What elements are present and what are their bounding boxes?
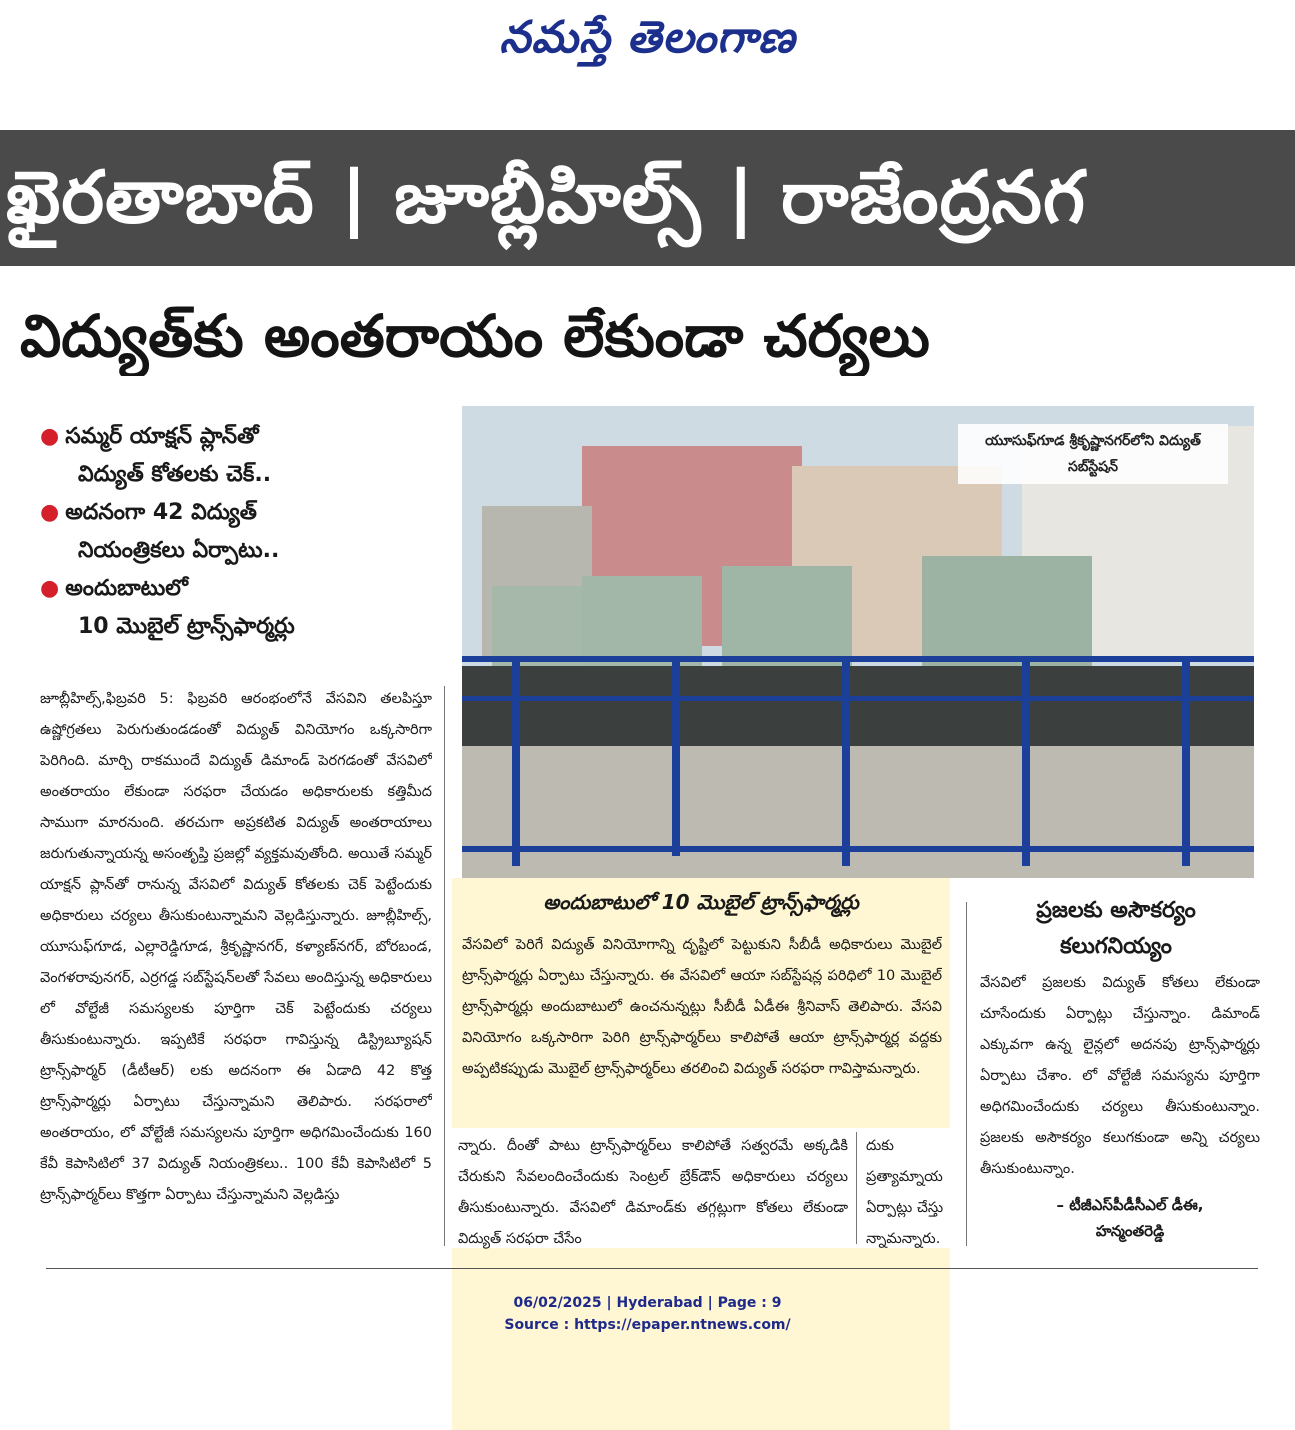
sidebox-body: వేసవిలో పెరిగే విద్యుత్ వినియోగాన్ని దృష్టిలో పెట్టుకుని సీబీడీ అధికారులు మొబైల్ ట్రాన్స్‌ఫార్మర్లు ఏర్పాటు చేస్తున్నారు. ఈ వేసవిలో ఆయా సబ్‌స్టేషన్ల పరిధిలో 10 మొబైల్ ట్రాన్స్‌ఫార్మర్లు అందుబాటులో ఉంచనున్నట్లు సీబీడీ ఏడీఈ శ్రీనివాస్ తెలిపారు. వేసవి వినియోగం ఒక్కసారిగా పెరిగి ట్రాన్స్‌ఫార్మర్‌లు కాలిపోతే ఆయా ట్రాన్స్‌ఫార్మర్ల వద్దకు అప్పటికప్పుడు మొబైల్ ట్రాన్స్‌ఫార్మర్‌లు తరలించి విద్యుత్ సరఫరా గావిస్తామన్నారు.: [462, 937, 942, 1077]
highlight-bullets: [40, 418, 440, 646]
sidebox-title: అందుబాటులో 10 మొబైల్ ట్రాన్స్‌ఫార్మర్లు: [543, 890, 859, 914]
column-divider: [856, 1132, 857, 1244]
bullet-item: ● అందుబాటులో 10 మొబైల్ ట్రాన్స్‌ఫార్మర్లు: [40, 576, 295, 639]
substation-photo: [462, 406, 1254, 878]
article-body-continued: దుకు ప్రత్యామ్నాయ ఏర్పాట్లు చేస్తు న్నామన్నారు.: [866, 1138, 944, 1247]
article-body-middle: న్నారు. దీంతో పాటు ట్రాన్స్‌ఫార్మర్‌లు కాలిపోతే సత్వరమే అక్కడికి చేరుకుని సేవలందించేందుకు సెంట్రల్ బ్రేక్‌డౌన్ అధికారులు చర్యలు తీసుకుంటున్నారు. వేసవిలో డిమాండ్‌కు తగ్గట్లుగా కోతలు లేకుండా విద్యుత్ సరఫరా చేసేం: [458, 1138, 848, 1247]
bullet-item: ● సమ్మర్ యాక్షన్ ప్లాన్‌తో విద్యుత్ కోతలకు చెక్..: [40, 424, 272, 487]
article-body-left: జూబ్లీహిల్స్,ఫిబ్రవరి 5: ఫిబ్రవరి ఆరంభంలోనే వేసవిని తలపిస్తూ ఉష్ణోగ్రతలు పెరుగుతుండడంతో విద్యుత్ వినియోగం ఒక్కసారిగా పెరిగింది. మార్చి రాకముందే విద్యుత్ డిమాండ్ పెరగడంతో వేసవిలో అంతరాయం లేకుండా సరఫరా చేయడం అధికారులకు కత్తిమీద సాముగా మారనుంది. తరచుగా అప్రకటిత విద్యుత్ అంతరాయాలు జరుగుతున్నాయన్న అసంతృప్తి ప్రజల్లో వ్యక్తమవుతోంది. అయితే సమ్మర్ యాక్షన్ ప్లాన్‌తో రానున్న వేసవిలో విద్యుత్ కోతలకు చెక్ పెట్టేందుకు అధికారులు చర్యలు తీసుకుంటున్నామని వెల్లడిస్తున్నారు. జూబ్లీహిల్స్, యూసుఫ్‌గూడ, ఎల్లారెడ్డిగూడ, శ్రీకృష్ణానగర్, కళ్యాణ్‌నగర్, బోరబండ, వెంగళరావునగర్, ఎర్రగడ్డ సబ్‌స్టేషన్‌లతో సేవలు అందిస్తున్న అధికారులు లో వోల్టేజీ సమస్యలకు పూర్తిగా చెక్ పెట్టేందుకు చర్యలు తీసుకుంటున్నారు. ఇప్పటికే సరఫరా గావిస్తున్న డిస్ట్రిబ్యూషన్ ట్రాన్స్‌ఫార్మర్ (డీటీఆర్) లకు అదనంగా ఈ ఏడాది 42 కొత్త ట్రాన్స్‌ఫార్మర్లు ఏర్పాటు చేస్తున్నామని తెలిపారు. సరఫరాలో అంతరాయం, లో వోల్టేజీ సమస్యలను పూర్తిగా అధిగమించేందుకు 160 కేవీ కెపాసిటిలో 37 విద్యుత్ నియంత్రికలు.. 100 కేవీ కెపాసిటిలో 5 ట్రాన్స్‌ఫార్మర్‌లు కొత్తగా ఏర్పాటు చేస్తున్నామని వెల్లడిస్తు: [40, 691, 432, 1203]
section-banner-text: ఖైరతాబాద్ | జూబ్లీహిల్స్ | రాజేంద్రనగ: [6, 155, 1086, 239]
bullet-item: ● అదనంగా 42 విద్యుత్ నియంత్రికలు ఏర్పాటు..: [40, 500, 280, 563]
bullet-dot-icon: ●: [40, 576, 60, 601]
newspaper-logo: నమస్తే తెలంగాణ: [499, 12, 796, 63]
footer-date-line: 06/02/2025 | Hyderabad | Page : 9: [513, 1295, 782, 1311]
bullet-dot-icon: ●: [40, 424, 60, 449]
column-divider: [444, 686, 445, 1246]
photo-caption: యూసుఫ్‌గూడ శ్రీకృష్ణానగర్‌లోని విద్యుత్ సబ్‌స్టేషన్: [958, 424, 1228, 484]
quote-box-body: వేసవిలో ప్రజలకు విద్యుత్ కోతలు లేకుండా చూసేందుకు ఏర్పాట్లు చేస్తున్నాం. డిమాండ్ ఎక్కువగా ఉన్న లైన్లలో అదనపు ట్రాన్స్‌ఫార్మర్లు ఏర్పాటు చేశాం. లో వోల్టేజీ సమస్యను పూర్తిగా అధిగమించేందుకు చర్యలు తీసుకుంటున్నాం. ప్రజలకు అసౌకర్యం కలుగకుండా అన్ని చర్యలు తీసుకుంటున్నాం.: [980, 975, 1260, 1177]
quote-box-title: ప్రజలకు అసౌకర్యం కలుగనియ్యం: [1036, 898, 1196, 959]
bullet-dot-icon: ●: [40, 500, 60, 525]
column-divider: [966, 902, 967, 1246]
article-headline: విద్యుత్‌కు అంతరాయం లేకుండా చర్యలు: [20, 302, 930, 370]
section-banner: [0, 130, 1295, 266]
quote-signature: – టీజీఎస్‌పీడీసీఎల్ డీఈ, హన్మంతరెడ్డి: [1056, 1196, 1204, 1240]
footer-source-link[interactable]: Source : https://epaper.ntnews.com/: [504, 1317, 791, 1333]
footer-divider: [46, 1268, 1258, 1269]
